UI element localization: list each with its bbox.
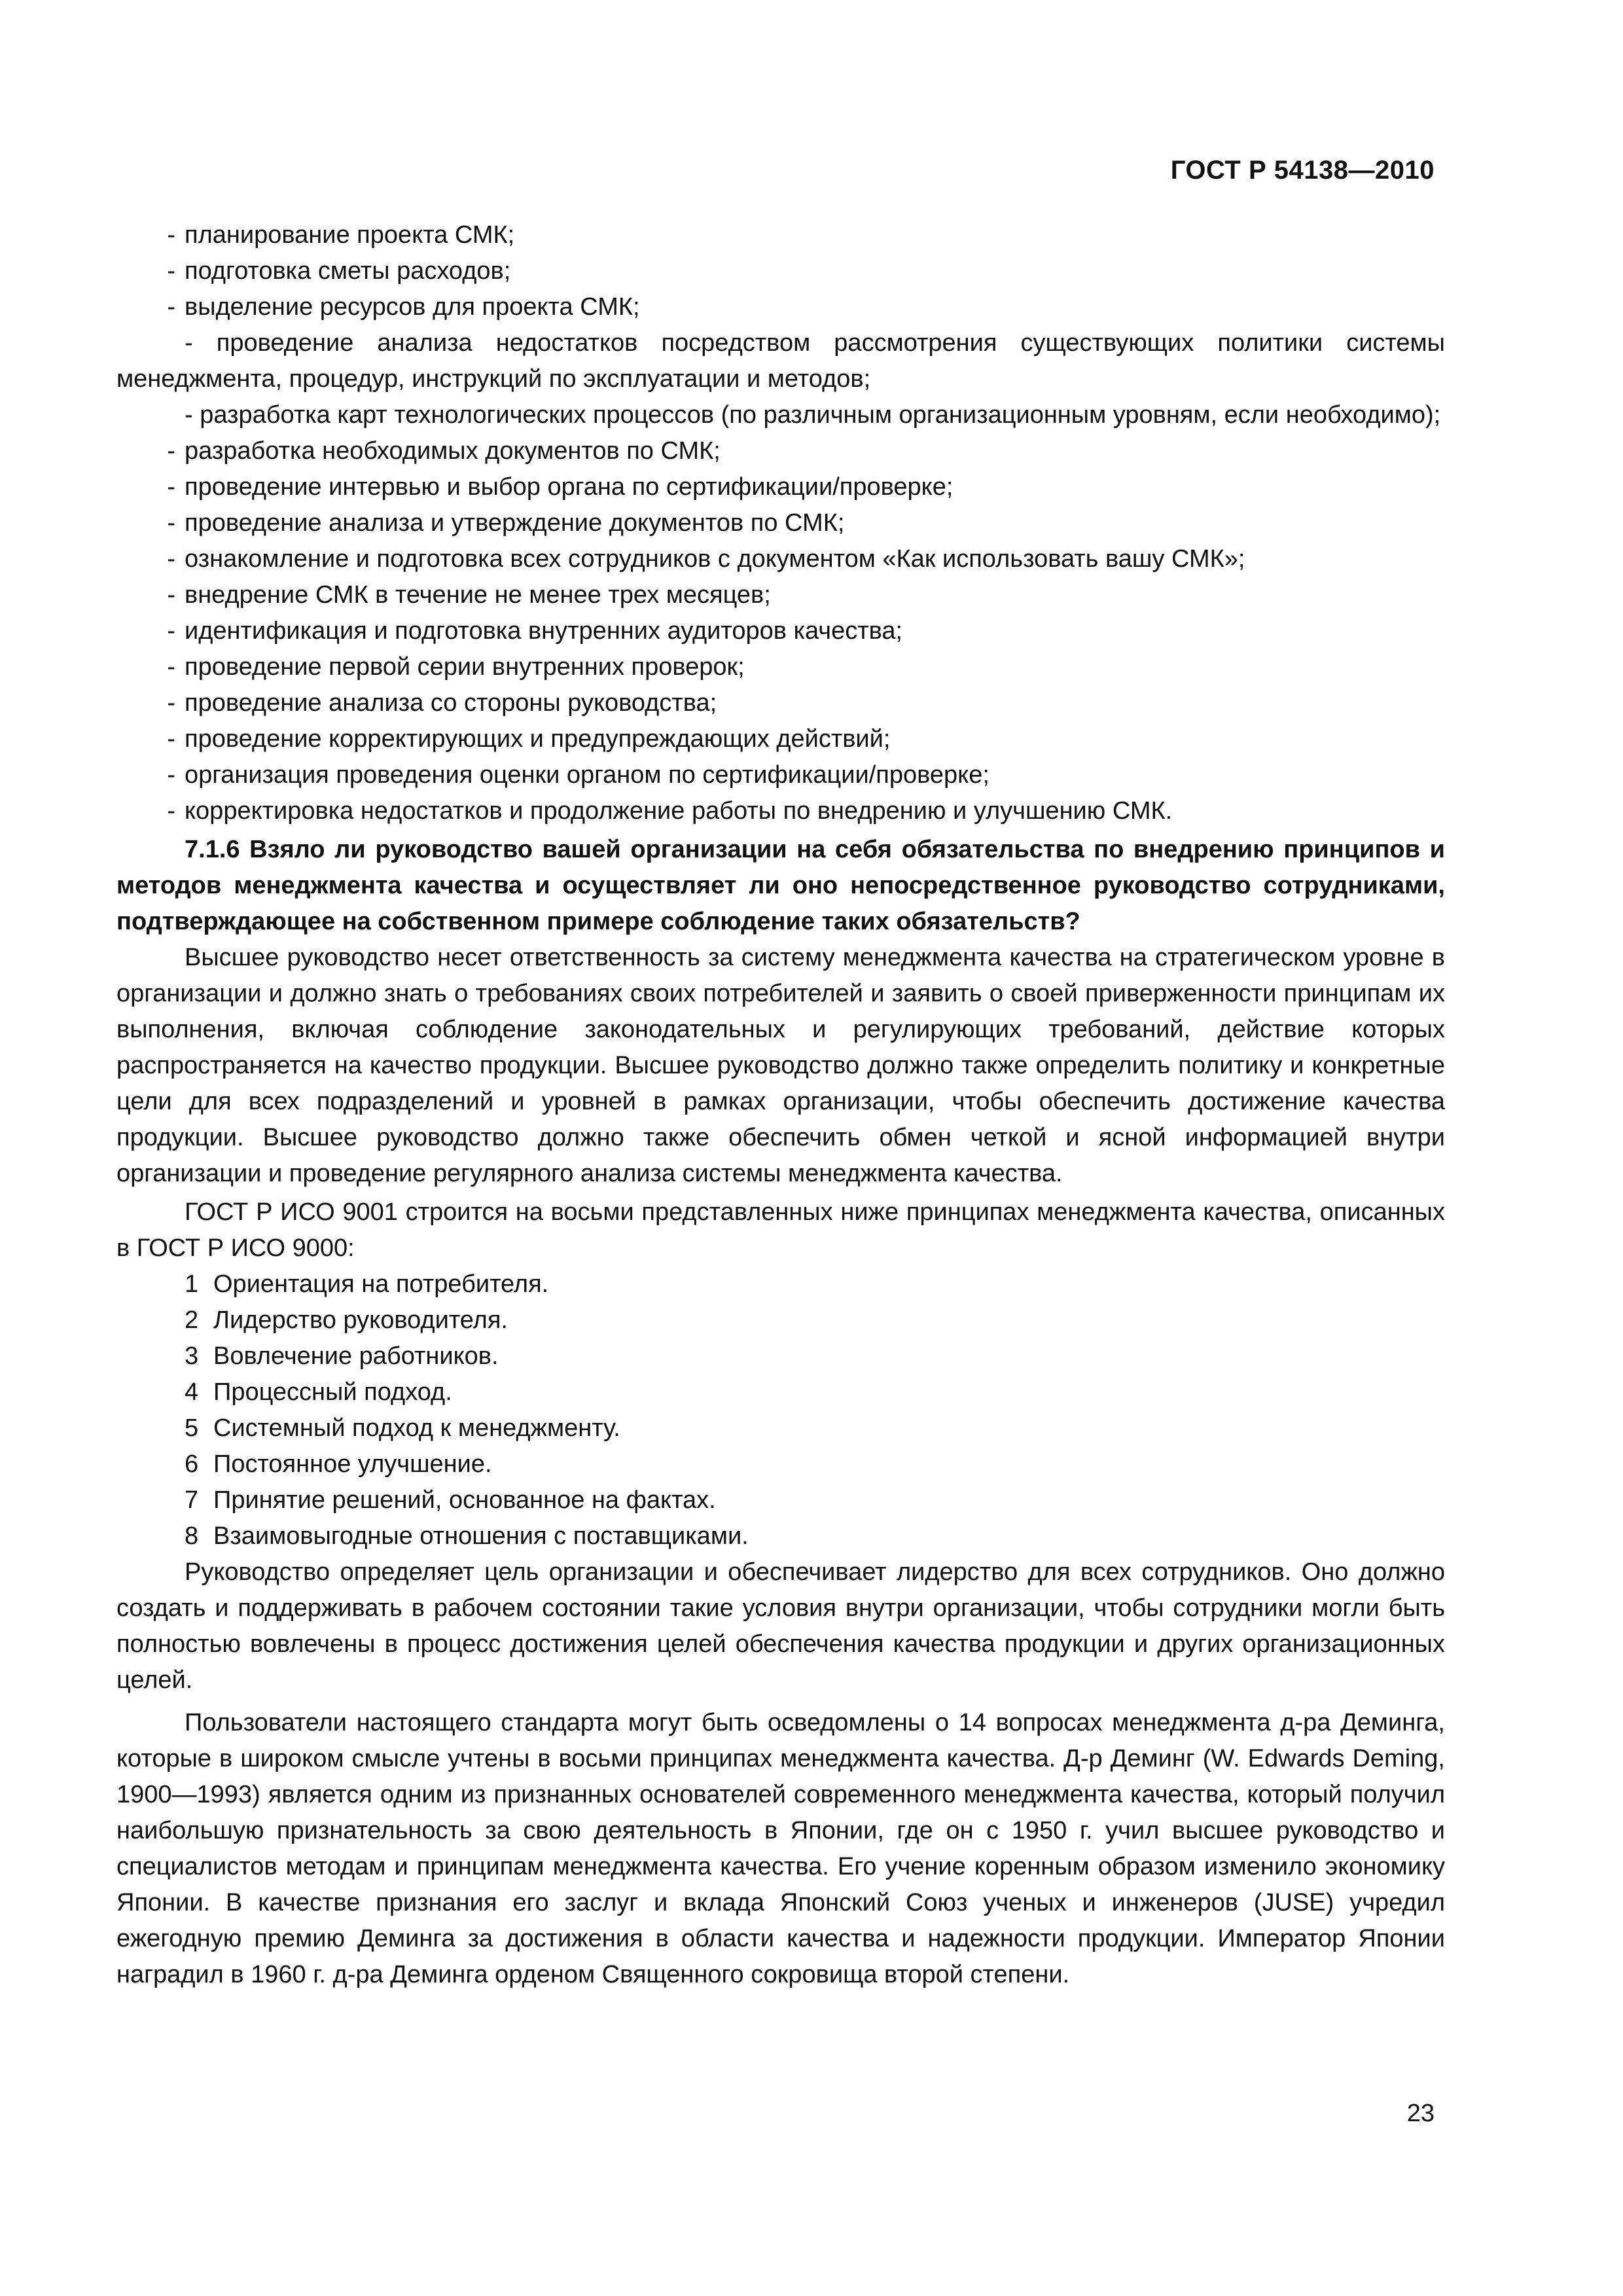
list-dash: - [167,293,175,321]
list-dash: - [167,437,175,465]
paragraph-deming: Пользователи настоящего стандарта могут быть осведомлены о 14 вопросах менеджмента д-ра Деминга, которые в широком смысле учтены в восьми принципах менеджмента качества. Д-р Деминг (W. Edwards Deming, 1900—1993) является одним из признанных основателей современного менеджмента качества, который получил наибольшую признательность за свою деятельность в Японии, где он с 1950 г. учил высшее руководство и специалистов методам и принципам менеджмента качества. Его учение коренным образом изменило экономику Японии. В качестве признания его заслуг и вклада Японский Союз ученых и инженеров (JUSE) учредил ежегодную премию Деминга за достижения в области качества и надежности продукции. Император Японии наградил в 1960 г. д-ра Деминга орденом Священного сокровища второй степени. [116,1709,1445,1988]
list-dash: - [167,617,175,645]
paragraph-principles-intro: ГОСТ Р ИСО 9001 строится на восьми представленных ниже принципах менеджмента качества, описанных в ГОСТ Р ИСО 9000: [116,1198,1445,1262]
list-item [116,577,1445,613]
principle-number: 6 [185,1450,199,1478]
principle-number: 1 [185,1270,199,1298]
list-item-text: организация проведения оценки органом по сертификации/проверке; [185,761,990,789]
list-item [116,757,1445,793]
principle-item [116,1338,1445,1374]
principle-item [116,1518,1445,1554]
list-dash: - [167,725,175,753]
list-item-text: идентификация и подготовка внутренних аудиторов качества; [185,617,903,645]
list-item [116,217,1445,253]
principle-item [116,1374,1445,1410]
list-item [116,541,1445,577]
list-item [116,613,1445,649]
list-item [116,649,1445,685]
list-item-text: выделение ресурсов для проекта СМК; [185,293,640,321]
principle-item [116,1302,1445,1338]
list-dash: - [185,401,193,429]
principle-text: Ориентация на потребителя. [213,1270,549,1298]
list-dash: - [167,221,175,249]
principle-text: Процессный подход. [213,1378,452,1406]
principle-number: 8 [185,1522,199,1550]
list-dash: - [167,545,175,573]
principle-number: 4 [185,1378,199,1406]
list-item-text: внедрение СМК в течение не менее трех месяцев; [185,581,771,609]
list-item [116,469,1445,505]
principle-text: Постоянное улучшение. [213,1450,492,1478]
principles-list [116,1266,1445,1554]
list-dash: - [167,653,175,681]
list-item [116,505,1445,541]
principle-item [116,1482,1445,1518]
list-item [116,289,1445,325]
list-dash: - [167,689,175,717]
principle-text: Лидерство руководителя. [213,1306,508,1334]
list-item-text: подготовка сметы расходов; [185,257,511,285]
principle-item [116,1266,1445,1302]
list-dash: - [167,761,175,789]
principle-text: Вовлечение работников. [213,1342,499,1370]
page-number: 23 [1406,2100,1435,2127]
paragraph-leadership: Руководство определяет цель организации и обеспечивает лидерство для всех сотрудников. Оно должно создать и поддерживать в рабочем состоянии такие условия внутри организации, чтобы сотрудники могли быть полностью вовлечены в процесс достижения целей обеспечения качества продукции и других организационных целей. [116,1558,1445,1694]
list-item-text: проведение анализа со стороны руководства; [185,689,717,717]
list-item-text: ознакомление и подготовка всех сотрудников с документом «Как использовать вашу СМК»; [185,545,1245,573]
principle-number: 3 [185,1342,199,1370]
list-item-text: корректировка недостатков и продолжение работы по внедрению и улучшению СМК. [185,797,1173,825]
principle-item [116,1410,1445,1446]
principle-text: Системный подход к менеджменту. [213,1414,620,1442]
list-dash: - [167,257,175,285]
list-item-text: проведение корректирующих и предупреждающих действий; [185,725,891,753]
principle-number: 5 [185,1414,199,1442]
principle-text: Взаимовыгодные отношения с поставщиками. [213,1522,749,1550]
list-dash: - [167,797,175,825]
paragraph-top-management: Высшее руководство несет ответственность за систему менеджмента качества на стратегическом уровне в организации и должно знать о требованиях своих потребителей и заявить о своей приверженности принципам их выполнения, включая соблюдение законодательных и регулирующих требований, действие которых распространяется на качество продукции. Высшее руководство должно также определить политику и конкретные цели для всех подразделений и уровней в рамках организации, чтобы обеспечить достижение качества продукции. Высшее руководство должно также обеспечить обмен четкой и ясной информацией внутри организации и проведение регулярного анализа системы менеджмента качества. [116,944,1445,1187]
principle-number: 7 [185,1486,199,1514]
list-item-text: разработка карт технологических процессов (по различным организационным уровням, если необходимо); [200,401,1441,429]
activity-list [116,217,1445,829]
list-item [116,397,1445,433]
list-dash: - [167,509,175,537]
document-header-id: ГОСТ Р 54138—2010 [1170,156,1435,185]
principle-item [116,1446,1445,1482]
principle-number: 2 [185,1306,199,1334]
list-item-text: проведение анализа недостатков посредством рассмотрения существующих политики системы менеджмента, процедур, инструкций по эксплуатации и методов; [116,329,1445,393]
list-item [116,793,1445,829]
principle-text: Принятие решений, основанное на фактах. [213,1486,716,1514]
list-dash: - [185,329,193,357]
list-item-text: проведение первой серии внутренних проверок; [185,653,745,681]
list-dash: - [167,581,175,609]
list-item-text: планирование проекта СМК; [185,221,515,249]
list-item [116,433,1445,469]
list-item [116,325,1445,397]
list-item [116,253,1445,289]
section-heading: 7.1.6 Взяло ли руководство вашей организации на себя обязательства по внедрению принципов и методов менеджмента качества и осуществляет ли оно непосредственное руководство сотрудниками, подтверждающее на собственном примере соблюдение таких обязательств? [116,836,1445,935]
page-content [116,217,1445,1993]
list-item-text: проведение интервью и выбор органа по сертификации/проверке; [185,473,954,501]
list-item-text: разработка необходимых документов по СМК; [185,437,721,465]
list-dash: - [167,473,175,501]
list-item [116,721,1445,757]
list-item-text: проведение анализа и утверждение документов по СМК; [185,509,845,537]
list-item [116,685,1445,721]
